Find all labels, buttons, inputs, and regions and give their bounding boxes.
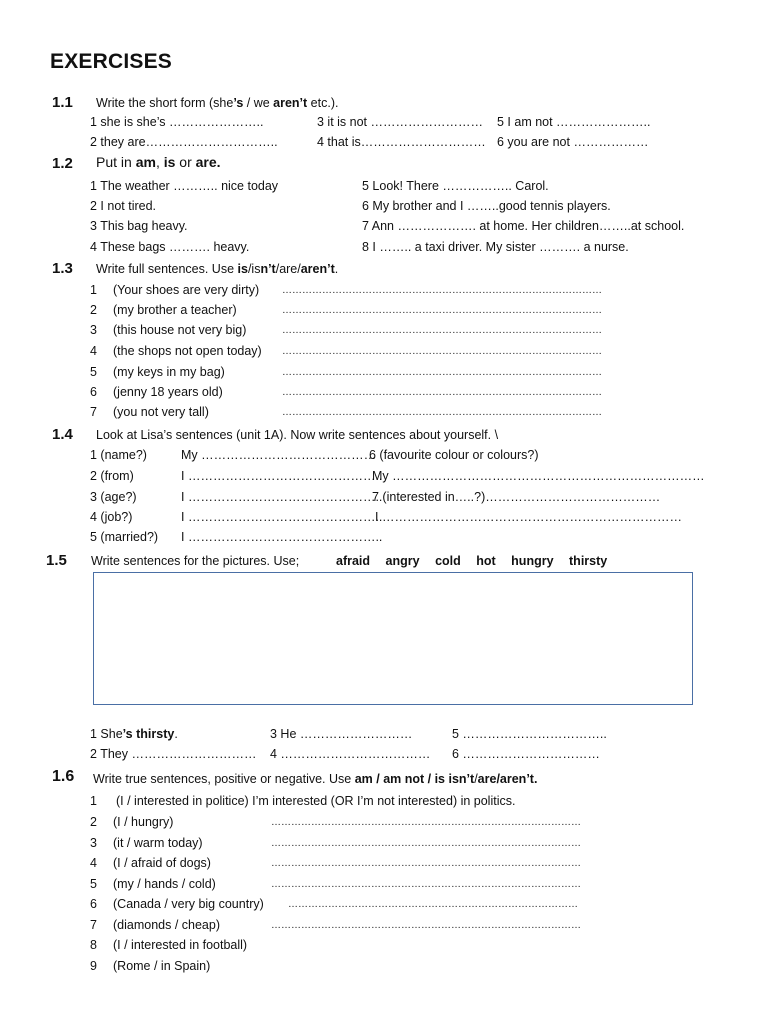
- item-prompt: (my / hands / cold): [113, 877, 216, 891]
- exercise-item: 2 they are…………………………..: [90, 135, 278, 149]
- item-number: 4: [90, 344, 97, 358]
- item-prompt: (my brother a teacher): [113, 303, 237, 317]
- item-prompt: 5 (married?): [90, 530, 159, 544]
- exercise-instruction: Write sentences for the pictures. Use;: [91, 554, 300, 568]
- exercise-number: 1.6: [52, 768, 75, 785]
- item-prompt: (the shops not open today): [113, 344, 262, 358]
- item-number: 1: [90, 283, 97, 297]
- item-prompt: 4 (job?): [90, 510, 133, 524]
- item-prompt: 2 (from): [90, 469, 134, 483]
- item-number: 6: [90, 897, 97, 911]
- answer-line: ……………………………………………………………………………………: [282, 325, 602, 336]
- exercise-item: 4 that is…………………………: [317, 135, 486, 149]
- answer-line: I ………………………………………………………………: [375, 510, 682, 524]
- pictures-placeholder-box: [93, 572, 693, 705]
- answer-line: ……………………………………………………………………………: [288, 899, 578, 910]
- answer-line: ……………………………………………………………………………………: [282, 367, 602, 378]
- exercise-item: 1 She’s thirsty.: [90, 727, 178, 741]
- exercise-instruction: Write true sentences, positive or negative. Use am / am not / is isn’t/are/aren’t.: [93, 772, 538, 786]
- word-bank-item: angry: [385, 554, 420, 568]
- item-prompt: (it / warm today): [113, 836, 203, 850]
- item-prompt: (this house not very big): [113, 323, 247, 337]
- answer-line: I ………………………………………..: [181, 510, 383, 524]
- item-prompt: (Your shoes are very dirty): [113, 283, 260, 297]
- exercise-item: 2 I not tired.: [90, 199, 157, 213]
- exercise-instruction: Write the short form (she’s / we aren’t etc.).: [96, 96, 339, 110]
- item-number: 6: [90, 385, 97, 399]
- exercise-instruction: Write full sentences. Use is/isn’t/are/aren’t.: [96, 262, 339, 276]
- item-number: 1: [90, 794, 97, 808]
- exercise-item: 6 ……………………………: [452, 747, 600, 761]
- item-prompt: (jenny 18 years old): [113, 385, 223, 399]
- exercise-item: 8 I …….. a taxi driver. My sister ………. a nurse.: [362, 240, 629, 254]
- item-number: 4: [90, 856, 97, 870]
- item-number: 5: [90, 877, 97, 891]
- exercise-item: 5 Look! There …………….. Carol.: [362, 179, 549, 193]
- example-sentence: (I / interested in politice) I’m interested (OR I’m not interested) in politics.: [116, 794, 516, 808]
- item-number: 2: [90, 815, 97, 829]
- exercise-item: 4 These bags ………. heavy.: [90, 240, 250, 254]
- item-prompt: (Rome / in Spain): [113, 959, 211, 973]
- item-number: 7: [90, 918, 97, 932]
- item-prompt: (you not very tall): [113, 405, 209, 419]
- word-bank-item: thirsty: [569, 554, 608, 568]
- exercise-item: 4 ………………………………: [270, 747, 431, 761]
- exercise-item: 1 The weather ……….. nice today: [90, 179, 279, 193]
- item-number: 2: [90, 303, 97, 317]
- exercise-item: 3 it is not ………………………: [317, 115, 483, 129]
- item-number: 9: [90, 959, 97, 973]
- item-prompt: 6 (favourite colour or colours?): [369, 448, 539, 462]
- word-bank: [336, 554, 607, 569]
- answer-line: …………………………………………………………………………………: [271, 879, 581, 890]
- answer-line: ……………………………………………………………………………………: [282, 305, 602, 316]
- item-number: 8: [90, 938, 97, 952]
- item-prompt: 3 (age?): [90, 490, 137, 504]
- exercise-number: 1.3: [52, 260, 73, 277]
- answer-line: …………………………………………………………………………………: [271, 817, 581, 828]
- exercise-number: 1.1: [52, 94, 73, 111]
- exercise-item: 6 you are not ………………: [497, 135, 649, 149]
- exercise-item: 5 ……………………………..: [452, 727, 607, 741]
- answer-line: I ………………………………………..: [181, 530, 383, 544]
- item-number: 3: [90, 836, 97, 850]
- item-number: 5: [90, 365, 97, 379]
- answer-line: ……………………………………………………………………………………: [282, 346, 602, 357]
- word-bank-item: hungry: [511, 554, 554, 568]
- item-prompt: (my keys in my bag): [113, 365, 225, 379]
- exercise-number: 1.4: [52, 426, 73, 443]
- exercise-number: 1.5: [46, 552, 67, 569]
- answer-line: ……………………………………………………………………………………: [282, 407, 602, 418]
- exercise-item: 3 He ………………………: [270, 727, 413, 741]
- answer-line: …………………………………………………………………………………: [271, 920, 581, 931]
- answer-line: ……………………………………………………………………………………: [282, 387, 602, 398]
- answer-line: I ………………………………………..: [181, 469, 383, 483]
- page-title: EXERCISES: [50, 50, 173, 73]
- exercise-item: 3 This bag heavy.: [90, 219, 188, 233]
- answer-line: My …………………………………………………………………: [372, 469, 705, 483]
- answer-line: My ……………………………………: [181, 448, 377, 462]
- answer-line: …………………………………………………………………………………: [271, 858, 581, 869]
- item-prompt: (diamonds / cheap): [113, 918, 221, 932]
- exercise-item: 7 Ann ………………. at home. Her children……..at school.: [362, 219, 685, 233]
- answer-line: …………………………………………………………………………………: [271, 838, 581, 849]
- answer-line: ……………………………………………………………………………………: [282, 285, 602, 296]
- word-bank-item: cold: [435, 554, 461, 568]
- exercise-item: 5 I am not …………………..: [497, 115, 651, 129]
- item-prompt: (I / hungry): [113, 815, 174, 829]
- item-prompt: (I / afraid of dogs): [113, 856, 211, 870]
- exercise-instruction: Put in am, is or are.: [96, 154, 221, 170]
- exercise-item: 6 My brother and I ……..good tennis players.: [362, 199, 611, 213]
- exercise-item: 1 she is she’s …………………..: [90, 115, 264, 129]
- item-prompt: 1 (name?): [90, 448, 147, 462]
- exercise-item: 2 They …………………………: [90, 747, 257, 761]
- item-number: 7: [90, 405, 97, 419]
- answer-line: I ………………………………………..: [181, 490, 383, 504]
- word-bank-item: afraid: [336, 554, 371, 568]
- word-bank-item: hot: [476, 554, 496, 568]
- exercise-number: 1.2: [52, 155, 73, 172]
- item-number: 3: [90, 323, 97, 337]
- item-prompt: 7 (interested in…..?)……………………………………: [372, 490, 661, 504]
- exercise-instruction: Look at Lisa’s sentences (unit 1A). Now write sentences about yourself. \: [96, 428, 499, 442]
- item-prompt: (Canada / very big country): [113, 897, 264, 911]
- item-prompt: (I / interested in football): [113, 938, 248, 952]
